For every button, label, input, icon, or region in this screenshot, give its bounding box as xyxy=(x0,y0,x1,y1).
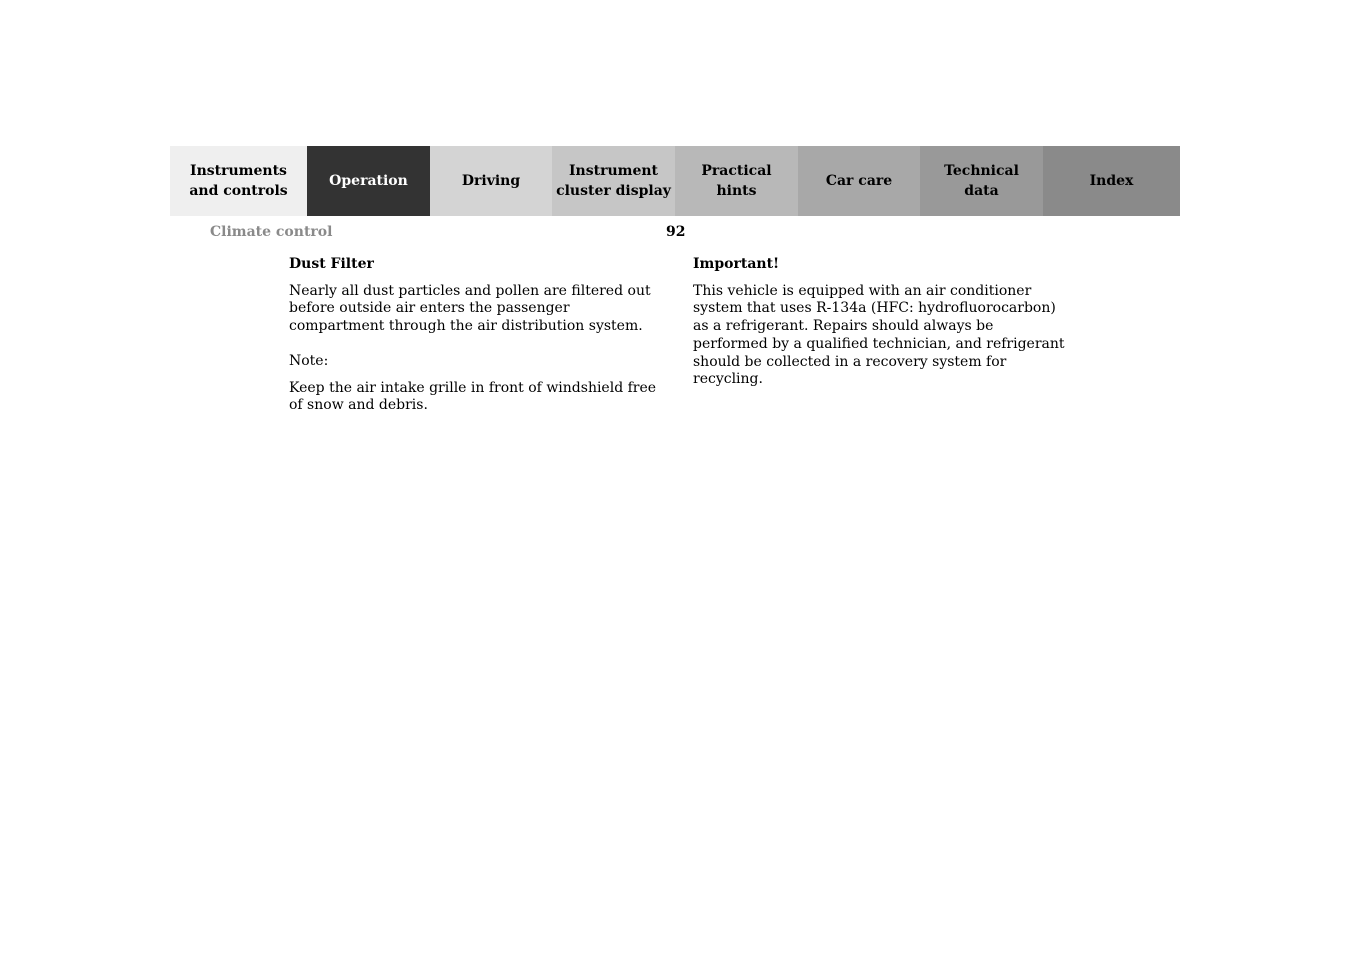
tab-label: Instrument cluster display xyxy=(556,163,671,199)
tab-label: Technical data xyxy=(944,163,1019,199)
tab-label: Operation xyxy=(329,173,408,189)
important-paragraph: This vehicle is equipped with an air conditioner system that uses R-134a (HFC: hydrofluorocarbon) as a refrigerant. Repairs should always be performed by a qualified technician, and refrigerant should be collected in a recovery system for recycling. xyxy=(693,282,1065,388)
right-column xyxy=(693,256,1065,406)
tab-instrument-cluster-display[interactable] xyxy=(552,146,675,216)
tab-operation[interactable] xyxy=(307,146,430,216)
tab-label: Car care xyxy=(825,173,893,189)
tab-practical-hints[interactable] xyxy=(675,146,798,216)
tab-driving[interactable] xyxy=(430,146,552,216)
dust-filter-paragraph: Nearly all dust particles and pollen are filtered out before outside air enters the passenger compartment through the air distribution system. xyxy=(289,282,651,335)
tab-label: Driving xyxy=(461,173,521,189)
important-heading: Important! xyxy=(693,256,780,272)
left-column xyxy=(289,256,659,432)
chapter-tab-bar xyxy=(170,146,1180,216)
tab-car-care[interactable] xyxy=(798,146,920,216)
tab-label: Index xyxy=(1089,173,1134,189)
section-title: Climate control xyxy=(210,224,333,240)
tab-instruments-and-controls[interactable] xyxy=(170,146,307,216)
tab-label: Practical hints xyxy=(701,163,772,199)
tab-label: Instruments and controls xyxy=(189,163,288,199)
note-label: Note: xyxy=(289,352,329,369)
note-paragraph: Keep the air intake grille in front of windshield free of snow and debris. xyxy=(289,379,657,414)
page-number: 92 xyxy=(666,224,686,240)
dust-filter-heading: Dust Filter xyxy=(289,256,374,272)
tab-index[interactable] xyxy=(1043,146,1180,216)
tab-technical-data[interactable] xyxy=(920,146,1043,216)
